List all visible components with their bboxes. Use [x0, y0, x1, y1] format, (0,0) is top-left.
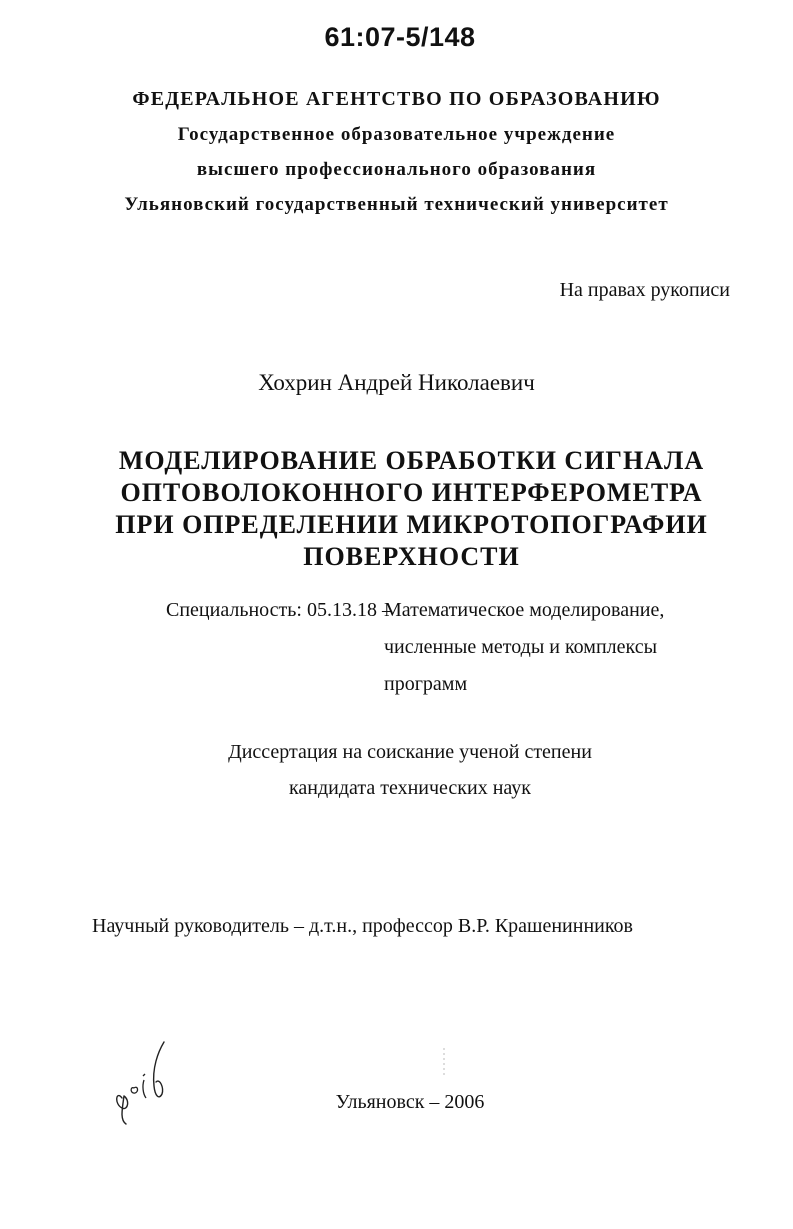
specialty-line: численные методы и комплексы [384, 636, 658, 658]
title-line: ПОВЕРХНОСТИ [303, 542, 520, 571]
dissertation-title [0, 445, 793, 573]
title-line: ОПТОВОЛОКОННОГО ИНТЕРФЕРОМЕТРА [120, 478, 703, 507]
degree-line: кандидата технических наук [288, 777, 532, 799]
supervisor: Научный руководитель – д.т.н., профессор В.Р. Крашенинников [92, 915, 633, 937]
title-line: ПРИ ОПРЕДЕЛЕНИИ МИКРОТОПОГРАФИИ [115, 510, 708, 539]
specialty-label: Специальность: 05.13.18 – [166, 599, 392, 621]
signature-mark [112, 1038, 182, 1128]
specialty-line: Математическое моделирование, [384, 599, 665, 621]
institution-agency: ФЕДЕРАЛЬНОЕ АГЕНТСТВО ПО ОБРАЗОВАНИЮ [132, 88, 661, 110]
registration-number: 61:07-5/148 [324, 22, 476, 52]
scan-speck [443, 1048, 445, 1078]
city-year: Ульяновск – 2006 [335, 1091, 485, 1113]
manuscript-note: На правах рукописи [559, 279, 730, 301]
institution-type: Государственное образовательное учреждение [177, 124, 616, 145]
title-line: МОДЕЛИРОВАНИЕ ОБРАБОТКИ СИГНАЛА [118, 446, 705, 475]
institution-name: Ульяновский государственный технический университет [124, 194, 669, 215]
institution-level: высшего профессионального образования [196, 159, 597, 180]
specialty-line: программ [384, 673, 468, 695]
author-name: Хохрин Андрей Николаевич [258, 370, 535, 395]
degree-line: Диссертация на соискание ученой степени [228, 741, 592, 763]
